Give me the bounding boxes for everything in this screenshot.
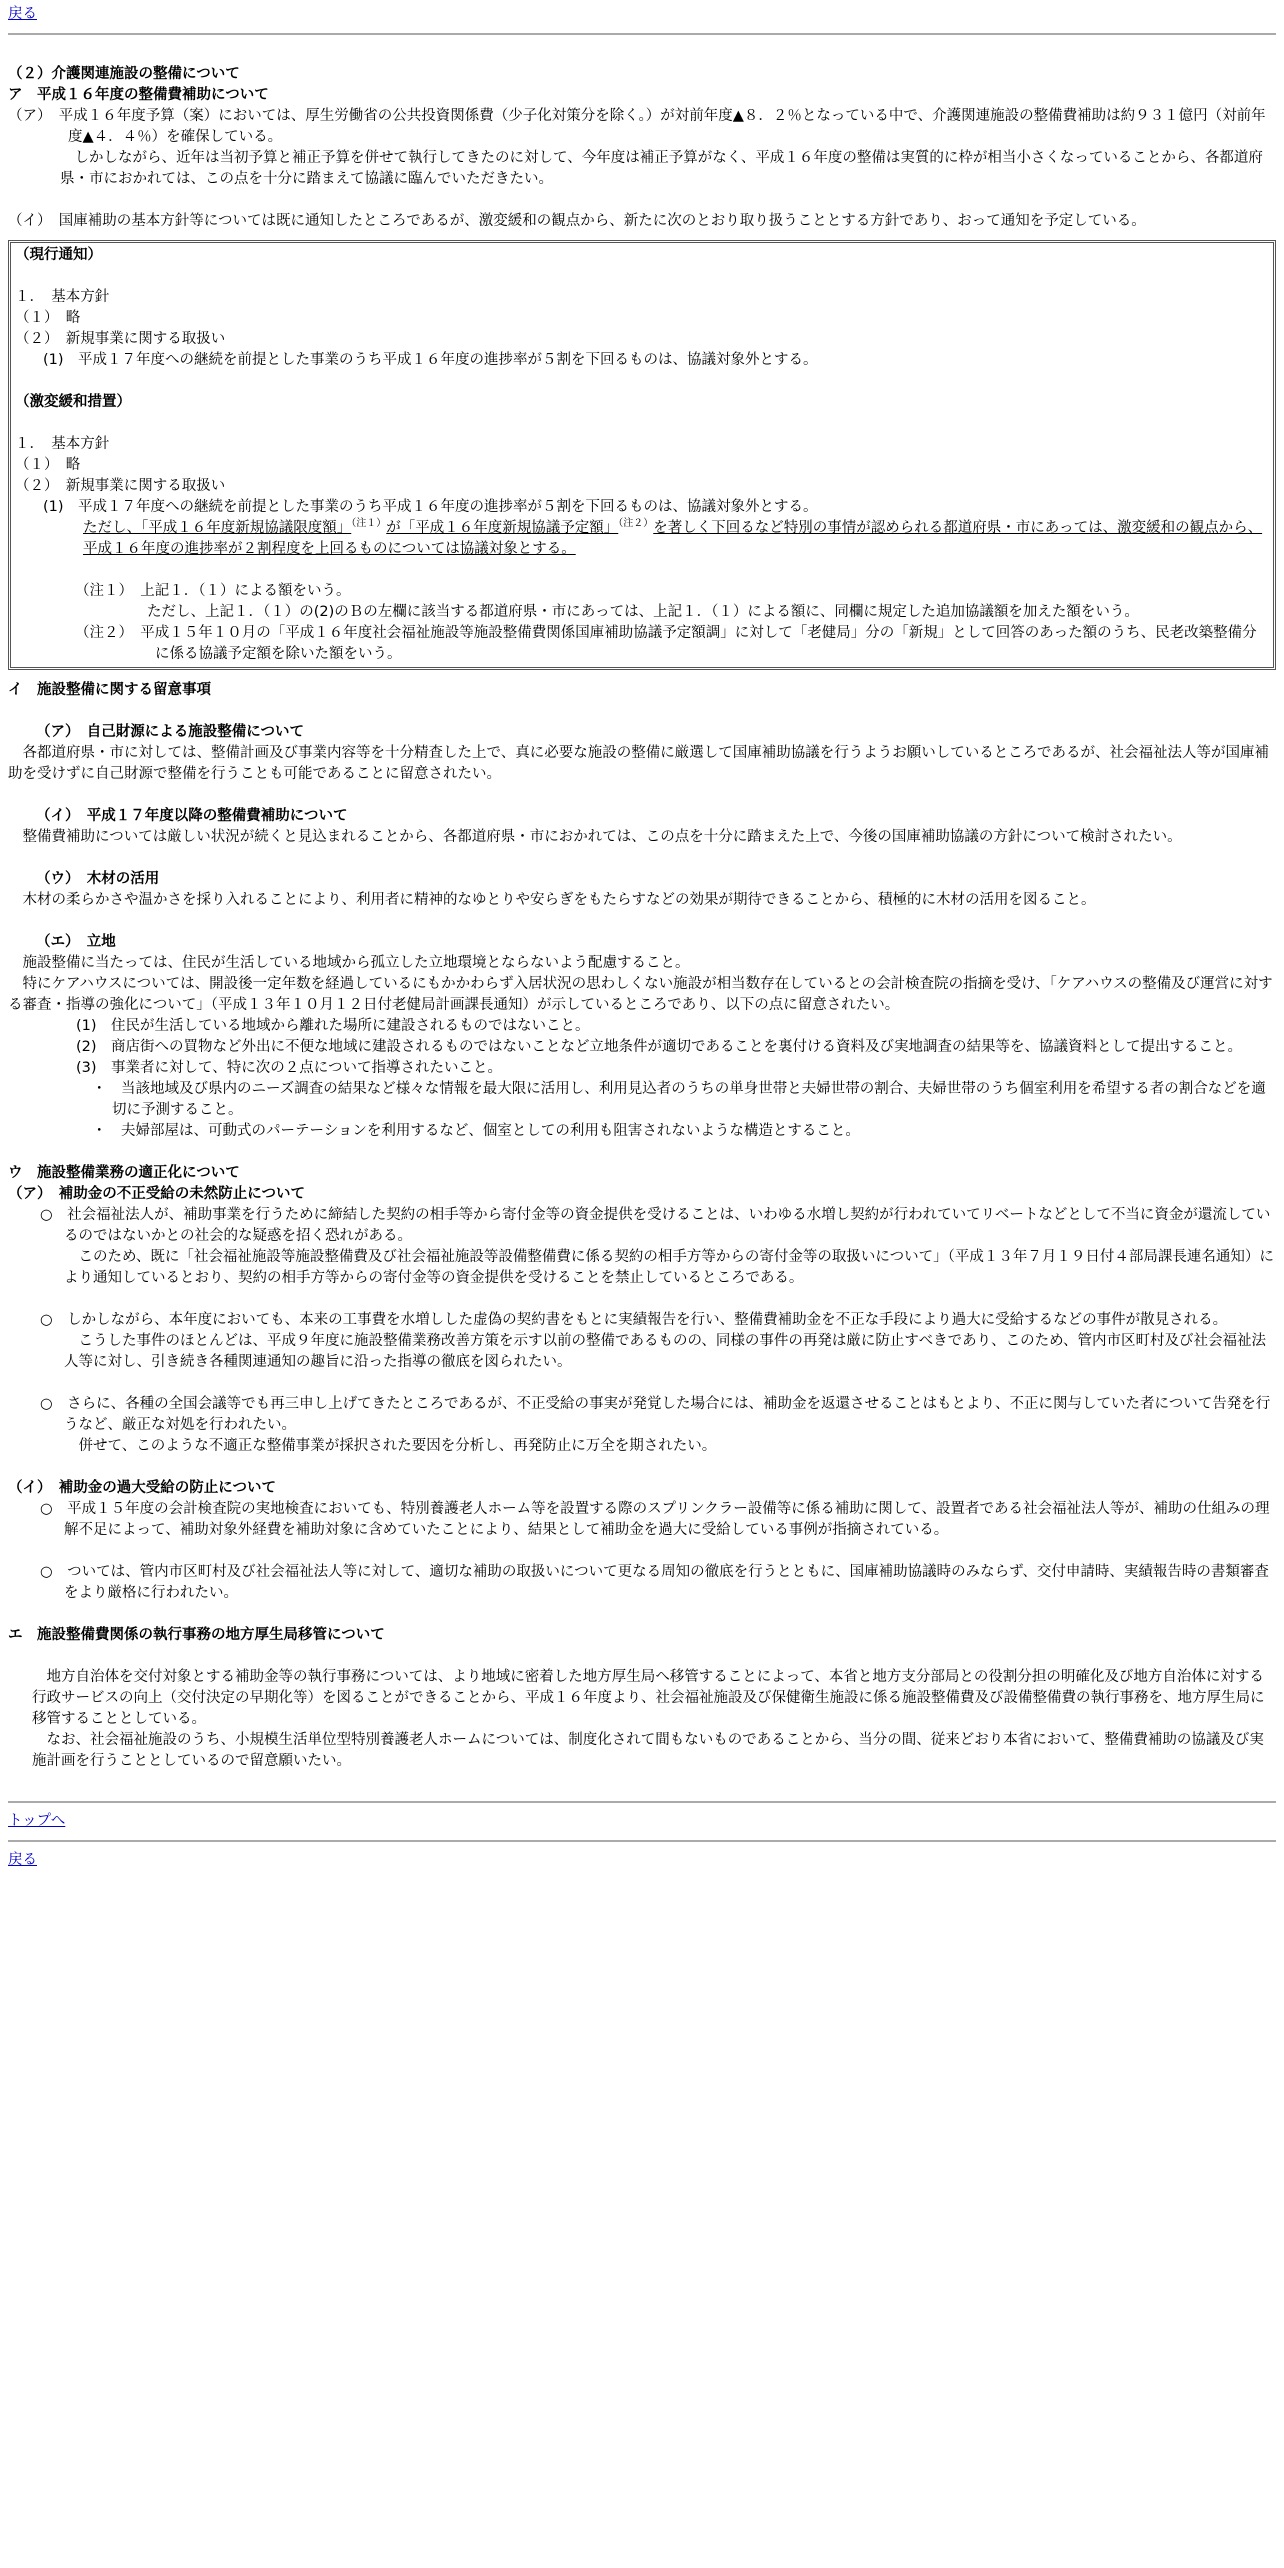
- back-link-top[interactable]: 戻る: [8, 6, 37, 22]
- subsection-title: （ア） 補助金の不正受給の未然防止について: [8, 1186, 305, 1202]
- list-item: (3) 事業者に対して、特に次の２点について指導されたいこと。: [76, 1060, 502, 1076]
- box-line: １． 基本方針: [15, 289, 110, 305]
- note: （注２） 平成１５年１０月の「平成１６年度社会福祉施設等施設整備費関係国庫補助協議予定額調」に対して「老健局」分の「新規」として回答のあった額のうち、民老改築整備分に係る協議予定額を除いた額をいう。: [75, 625, 1257, 662]
- list-item: (1) 住民が生活している地域から離れた場所に建設されるものではないこと。: [76, 1018, 590, 1034]
- paragraph: 特にケアハウスについては、開設後一定年数を経過しているにもかかわらず入居状況の思わしくない施設が相当数存在しているとの会計検査院の指摘を受け、「ケアハウスの整備及び運営に対する審査・指導の強化について」（平成１３年１０月１２日付老健局計画課長通知）が示しているところであり、以下の点に留意されたい。: [8, 976, 1273, 1013]
- box-line: （２） 新規事業に関する取扱い: [15, 478, 226, 494]
- subsection-title: （ウ） 木材の活用: [36, 871, 160, 887]
- divider: [8, 1801, 1276, 1803]
- box-line: （１） 略: [15, 310, 81, 326]
- section-title: エ 施設整備費関係の執行事務の地方厚生局移管について: [8, 1627, 385, 1643]
- paragraph: （イ） 国庫補助の基本方針等については既に通知したところであるが、激変緩和の観点から、新たに次のとおり取り扱うこととする方針であり、おって通知を予定している。: [8, 213, 1146, 229]
- paragraph: ○ 社会福祉法人が、補助事業を行うために締結した契約の相手等から寄付金等の資金提供を受けることは、いわゆる水増し契約が行われていてリベートなどとして不当に資金が還流しているのではないかとの社会的な疑惑を招く恐れがある。: [40, 1207, 1271, 1244]
- box-line: (1) 平成１７年度への継続を前提とした事業のうち平成１６年度の進捗率が５割を下回るものは、協議対象外とする。: [43, 352, 818, 368]
- note: （注１） 上記１．（１）による額をいう。: [75, 583, 351, 599]
- paragraph: 整備費補助については厳しい状況が続くと見込まれることから、各都道府県・市におかれては、この点を十分に踏まえた上で、今後の国庫補助協議の方針について検討されたい。: [8, 829, 1182, 845]
- back-link-bottom[interactable]: 戻る: [8, 1852, 37, 1868]
- paragraph: （ア） 平成１６年度予算（案）においては、厚生労働省の公共投資関係費（少子化対策分を除く。）が対前年度▲８．２％となっている中で、介護関連施設の整備費補助は約９３１億円（対前年度▲４．４％）を確保している。: [8, 108, 1266, 145]
- box-heading: （現行通知）: [15, 247, 102, 263]
- paragraph: このため、既に「社会福祉施設等施設整備費及び社会福祉施設等設備整備費に係る契約の相手方等からの寄付金等の取扱いについて」（平成１３年７月１９日付４部局課長連名通知）により通知しているとおり、契約の相手方等からの寄付金等の資金提供を受けることを禁止しているところである。: [64, 1249, 1274, 1286]
- box-line: （１） 略: [15, 457, 81, 473]
- paragraph: 各都道府県・市に対しては、整備計画及び事業内容等を十分精査した上で、真に必要な施設の整備に厳選して国庫補助協議を行うようお願いしているところであるが、社会福祉法人等が国庫補助を受けずに自己財源で整備を行うことも可能であることに留意されたい。: [8, 745, 1270, 782]
- section-title: ウ 施設整備業務の適正化について: [8, 1165, 240, 1181]
- footnote-ref: （注２）: [618, 518, 654, 530]
- paragraph: ○ ついては、管内市区町村及び社会福祉法人等に対して、適切な補助の取扱いについて更なる周知の徹底を行うとともに、国庫補助協議時のみならず、交付申請時、実績報告時の書類審査をより厳格に行われたい。: [40, 1564, 1269, 1601]
- subsection-title: ア 平成１６年度の整備費補助について: [8, 87, 269, 103]
- note: ただし、上記１．（１）の(2)のＢの左欄に該当する都道府県・市にあっては、上記１．（１）による額に、同欄に規定した追加協議額を加えた額をいう。: [147, 604, 1139, 620]
- subsection-title: （エ） 立地: [36, 934, 116, 950]
- list-item: (2) 商店街への買物など外出に不便な地域に建設されるものではないことなど立地条件が適切であることを裏付ける資料及び実地調査の結果等を、協議資料として提出すること。: [76, 1039, 1243, 1055]
- list-item: ・ 夫婦部屋は、可動式のパーテーションを利用するなど、個室としての利用も阻害されないような構造とすること。: [92, 1123, 860, 1139]
- paragraph: 施設整備に当たっては、住民が生活している地域から孤立した立地環境とならないよう配慮すること。: [8, 955, 690, 971]
- underlined-text: ただし、「平成１６年度新規協議限度額」: [83, 520, 352, 536]
- subsection-title: （イ） 平成１７年度以降の整備費補助について: [36, 808, 348, 824]
- divider: [8, 1840, 1276, 1842]
- box-line: １． 基本方針: [15, 436, 110, 452]
- paragraph: 地方自治体を交付対象とする補助金等の執行事務については、より地域に密着した地方厚生局へ移管することによって、本省と地方支分部局との役割分担の明確化及び地方自治体に対する行政サービスの向上（交付決定の早期化等）を図ることができることから、平成１６年度より、社会福祉施設及び保健衛生施設に係る施設整備費及び設備整備費の執行事務を、地方厚生局に移管することとしている。: [32, 1669, 1265, 1727]
- paragraph: 併せて、このような不適正な整備事業が採択された要因を分析し、再発防止に万全を期されたい。: [64, 1438, 717, 1454]
- divider: [8, 33, 1276, 35]
- box-line: （２） 新規事業に関する取扱い: [15, 331, 226, 347]
- section-title: （２）介護関連施設の整備について: [8, 66, 240, 82]
- underlined-text: を著しく下回るなど特別の事情が認められる都道府県・市にあっては、激変緩和の観点から、平成１６年度の進捗率が２割程度を上回るものについては協議対象とする。: [83, 520, 1263, 557]
- box-proviso: [15, 518, 1269, 560]
- box-heading: （激変緩和措置）: [15, 394, 131, 410]
- policy-box: [8, 240, 1276, 670]
- paragraph: 木材の柔らかさや温かさを採り入れることにより、利用者に精神的なゆとりや安らぎをもたらすなどの効果が期待できることから、積極的に木材の活用を図ること。: [8, 892, 1096, 908]
- paragraph: しかしながら、近年は当初予算と補正予算を併せて執行してきたのに対して、今年度は補正予算がなく、平成１６年度の整備は実質的に枠が相当小さくなっていることから、各都道府県・市におかれては、この点を十分に踏まえて協議に臨んでいただきたい。: [60, 150, 1263, 187]
- subsection-title: （ア） 自己財源による施設整備について: [36, 724, 304, 740]
- paragraph: こうした事件のほとんどは、平成９年度に施設整備業務改善方策を示す以前の整備であるものの、同様の事件の再発は厳に防止すべきであり、このため、管内市区町村及び社会福祉法人等に対し、引き続き各種関連通知の趣旨に沿った指導の徹底を図られたい。: [64, 1333, 1267, 1370]
- underlined-text: が「平成１６年度新規協議予定額」: [386, 520, 619, 536]
- section-title: イ 施設整備に関する留意事項: [8, 682, 211, 698]
- paragraph: ○ しかしながら、本年度においても、本来の工事費を水増しした虚偽の契約書をもとに実績報告を行い、整備費補助金を不正な手段により過大に受給するなどの事件が散見される。: [40, 1312, 1228, 1328]
- paragraph: ○ 平成１５年度の会計検査院の実地検査においても、特別養護老人ホーム等を設置する際のスプリンクラー設備等に係る補助に関して、設置者である社会福祉法人等が、補助の仕組みの理解不足によって、補助対象外経費を補助対象に含めていたことにより、結果として補助金を過大に受給している事例が指摘されている。: [40, 1501, 1270, 1538]
- box-line: (1) 平成１７年度への継続を前提とした事業のうち平成１６年度の進捗率が５割を下回るものは、協議対象外とする。: [43, 499, 818, 515]
- footnote-ref: （注１）: [351, 518, 387, 530]
- list-item: ・ 当該地域及び県内のニーズ調査の結果など様々な情報を最大限に活用し、利用見込者のうちの単身世帯と夫婦世帯の割合、夫婦世帯のうち個室利用を希望する者の割合などを適切に予測すること。: [92, 1081, 1266, 1118]
- subsection-title: （イ） 補助金の過大受給の防止について: [8, 1480, 276, 1496]
- top-link[interactable]: トップへ: [8, 1813, 66, 1829]
- paragraph: なお、社会福祉施設のうち、小規模生活単位型特別養護老人ホームについては、制度化されて間もないものであることから、当分の間、従来どおり本省において、整備費補助の協議及び実施計画を行うこととしているので留意願いたい。: [32, 1732, 1264, 1769]
- paragraph: ○ さらに、各種の全国会議等でも再三申し上げてきたところであるが、不正受給の事実が発覚した場合には、補助金を返還させることはもとより、不正に関与していた者について告発を行うなど、厳正な対処を行われたい。: [40, 1396, 1271, 1433]
